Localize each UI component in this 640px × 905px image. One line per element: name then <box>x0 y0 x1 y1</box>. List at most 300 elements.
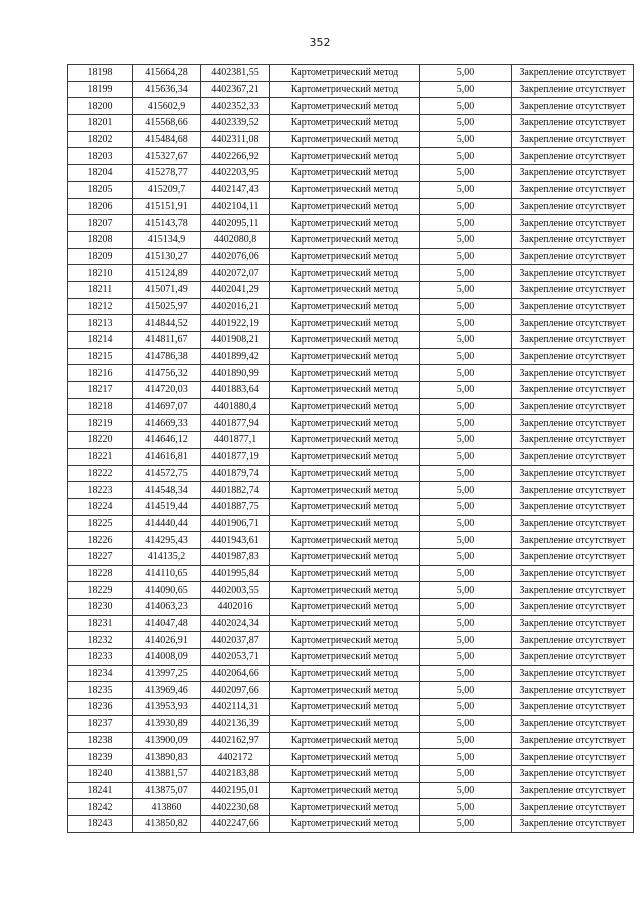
table-row <box>68 782 634 799</box>
method-cell: Картометрический метод <box>270 398 420 415</box>
method-cell: Картометрический метод <box>270 115 420 132</box>
y-coordinate-cell: 4402230,68 <box>201 799 270 816</box>
fixing-cell: Закрепление отсутствует <box>512 649 634 666</box>
fixing-cell: Закрепление отсутствует <box>512 482 634 499</box>
x-coordinate-cell: 415327,67 <box>133 148 201 165</box>
y-coordinate-cell: 4402203,95 <box>201 165 270 182</box>
table-row <box>68 515 634 532</box>
point-number-cell: 18228 <box>68 565 133 582</box>
fixing-cell: Закрепление отсутствует <box>512 615 634 632</box>
fixing-cell: Закрепление отсутствует <box>512 81 634 98</box>
table-row <box>68 799 634 816</box>
x-coordinate-cell: 414090,65 <box>133 582 201 599</box>
point-number-cell: 18224 <box>68 498 133 515</box>
point-number-cell: 18218 <box>68 398 133 415</box>
accuracy-cell: 5,00 <box>420 765 512 782</box>
x-coordinate-cell: 415209,7 <box>133 181 201 198</box>
point-number-cell: 18216 <box>68 365 133 382</box>
accuracy-cell: 5,00 <box>420 365 512 382</box>
point-number-cell: 18239 <box>68 749 133 766</box>
y-coordinate-cell: 4402147,43 <box>201 181 270 198</box>
x-coordinate-cell: 413850,82 <box>133 815 201 832</box>
accuracy-cell: 5,00 <box>420 332 512 349</box>
fixing-cell: Закрепление отсутствует <box>512 432 634 449</box>
fixing-cell: Закрепление отсутствует <box>512 582 634 599</box>
accuracy-cell: 5,00 <box>420 699 512 716</box>
x-coordinate-cell: 414720,03 <box>133 382 201 399</box>
method-cell: Картометрический метод <box>270 782 420 799</box>
point-number-cell: 18199 <box>68 81 133 98</box>
accuracy-cell: 5,00 <box>420 98 512 115</box>
point-number-cell: 18209 <box>68 248 133 265</box>
point-number-cell: 18208 <box>68 231 133 248</box>
y-coordinate-cell: 4402072,07 <box>201 265 270 282</box>
method-cell: Картометрический метод <box>270 448 420 465</box>
method-cell: Картометрический метод <box>270 799 420 816</box>
method-cell: Картометрический метод <box>270 315 420 332</box>
table-row <box>68 548 634 565</box>
point-number-cell: 18230 <box>68 599 133 616</box>
method-cell: Картометрический метод <box>270 815 420 832</box>
x-coordinate-cell: 415568,66 <box>133 115 201 132</box>
table-row <box>68 181 634 198</box>
point-number-cell: 18226 <box>68 532 133 549</box>
method-cell: Картометрический метод <box>270 465 420 482</box>
method-cell: Картометрический метод <box>270 332 420 349</box>
y-coordinate-cell: 4402064,66 <box>201 665 270 682</box>
fixing-cell: Закрепление отсутствует <box>512 415 634 432</box>
table-row <box>68 215 634 232</box>
table-row <box>68 198 634 215</box>
fixing-cell: Закрепление отсутствует <box>512 599 634 616</box>
fixing-cell: Закрепление отсутствует <box>512 815 634 832</box>
x-coordinate-cell: 413969,46 <box>133 682 201 699</box>
x-coordinate-cell: 414756,32 <box>133 365 201 382</box>
fixing-cell: Закрепление отсутствует <box>512 248 634 265</box>
table-row <box>68 248 634 265</box>
x-coordinate-cell: 414646,12 <box>133 432 201 449</box>
point-number-cell: 18238 <box>68 732 133 749</box>
table-row <box>68 281 634 298</box>
x-coordinate-cell: 414548,34 <box>133 482 201 499</box>
table-row <box>68 265 634 282</box>
table-row <box>68 565 634 582</box>
point-number-cell: 18234 <box>68 665 133 682</box>
y-coordinate-cell: 4402162,97 <box>201 732 270 749</box>
accuracy-cell: 5,00 <box>420 115 512 132</box>
method-cell: Картометрический метод <box>270 532 420 549</box>
point-number-cell: 18206 <box>68 198 133 215</box>
accuracy-cell: 5,00 <box>420 615 512 632</box>
accuracy-cell: 5,00 <box>420 448 512 465</box>
y-coordinate-cell: 4402041,29 <box>201 281 270 298</box>
accuracy-cell: 5,00 <box>420 348 512 365</box>
y-coordinate-cell: 4402037,87 <box>201 632 270 649</box>
accuracy-cell: 5,00 <box>420 799 512 816</box>
point-number-cell: 18232 <box>68 632 133 649</box>
accuracy-cell: 5,00 <box>420 582 512 599</box>
y-coordinate-cell: 4402104,11 <box>201 198 270 215</box>
x-coordinate-cell: 414844,52 <box>133 315 201 332</box>
accuracy-cell: 5,00 <box>420 815 512 832</box>
table-row <box>68 815 634 832</box>
table-row <box>68 765 634 782</box>
point-number-cell: 18225 <box>68 515 133 532</box>
accuracy-cell: 5,00 <box>420 398 512 415</box>
point-number-cell: 18212 <box>68 298 133 315</box>
x-coordinate-cell: 413953,93 <box>133 699 201 716</box>
accuracy-cell: 5,00 <box>420 649 512 666</box>
y-coordinate-cell: 4401908,21 <box>201 332 270 349</box>
point-number-cell: 18237 <box>68 715 133 732</box>
table-row <box>68 465 634 482</box>
y-coordinate-cell: 4402114,31 <box>201 699 270 716</box>
table-row <box>68 615 634 632</box>
x-coordinate-cell: 415134,9 <box>133 231 201 248</box>
y-coordinate-cell: 4402172 <box>201 749 270 766</box>
point-number-cell: 18205 <box>68 181 133 198</box>
fixing-cell: Закрепление отсутствует <box>512 515 634 532</box>
method-cell: Картометрический метод <box>270 265 420 282</box>
fixing-cell: Закрепление отсутствует <box>512 231 634 248</box>
table-row <box>68 398 634 415</box>
accuracy-cell: 5,00 <box>420 181 512 198</box>
table-row <box>68 532 634 549</box>
y-coordinate-cell: 4401899,42 <box>201 348 270 365</box>
y-coordinate-cell: 4402003,55 <box>201 582 270 599</box>
table-row <box>68 332 634 349</box>
fixing-cell: Закрепление отсутствует <box>512 465 634 482</box>
y-coordinate-cell: 4401877,94 <box>201 415 270 432</box>
x-coordinate-cell: 414786,38 <box>133 348 201 365</box>
table-row <box>68 498 634 515</box>
accuracy-cell: 5,00 <box>420 498 512 515</box>
y-coordinate-cell: 4401906,71 <box>201 515 270 532</box>
method-cell: Картометрический метод <box>270 148 420 165</box>
x-coordinate-cell: 414295,43 <box>133 532 201 549</box>
point-number-cell: 18233 <box>68 649 133 666</box>
y-coordinate-cell: 4402097,66 <box>201 682 270 699</box>
method-cell: Картометрический метод <box>270 165 420 182</box>
x-coordinate-cell: 414811,67 <box>133 332 201 349</box>
method-cell: Картометрический метод <box>270 98 420 115</box>
point-number-cell: 18227 <box>68 548 133 565</box>
method-cell: Картометрический метод <box>270 215 420 232</box>
y-coordinate-cell: 4401943,61 <box>201 532 270 549</box>
method-cell: Картометрический метод <box>270 599 420 616</box>
method-cell: Картометрический метод <box>270 682 420 699</box>
accuracy-cell: 5,00 <box>420 732 512 749</box>
x-coordinate-cell: 414440,44 <box>133 515 201 532</box>
method-cell: Картометрический метод <box>270 548 420 565</box>
accuracy-cell: 5,00 <box>420 165 512 182</box>
accuracy-cell: 5,00 <box>420 415 512 432</box>
y-coordinate-cell: 4401922,19 <box>201 315 270 332</box>
x-coordinate-cell: 414063,23 <box>133 599 201 616</box>
method-cell: Картометрический метод <box>270 482 420 499</box>
point-number-cell: 18200 <box>68 98 133 115</box>
point-number-cell: 18242 <box>68 799 133 816</box>
point-number-cell: 18229 <box>68 582 133 599</box>
y-coordinate-cell: 4402195,01 <box>201 782 270 799</box>
fixing-cell: Закрепление отсутствует <box>512 98 634 115</box>
table-row <box>68 715 634 732</box>
fixing-cell: Закрепление отсутствует <box>512 148 634 165</box>
method-cell: Картометрический метод <box>270 765 420 782</box>
fixing-cell: Закрепление отсутствует <box>512 398 634 415</box>
accuracy-cell: 5,00 <box>420 248 512 265</box>
x-coordinate-cell: 415151,91 <box>133 198 201 215</box>
y-coordinate-cell: 4401883,64 <box>201 382 270 399</box>
x-coordinate-cell: 414026,91 <box>133 632 201 649</box>
accuracy-cell: 5,00 <box>420 515 512 532</box>
method-cell: Картометрический метод <box>270 231 420 248</box>
x-coordinate-cell: 415124,89 <box>133 265 201 282</box>
point-number-cell: 18204 <box>68 165 133 182</box>
method-cell: Картометрический метод <box>270 365 420 382</box>
accuracy-cell: 5,00 <box>420 265 512 282</box>
y-coordinate-cell: 4402136,39 <box>201 715 270 732</box>
y-coordinate-cell: 4401882,74 <box>201 482 270 499</box>
method-cell: Картометрический метод <box>270 615 420 632</box>
point-number-cell: 18207 <box>68 215 133 232</box>
fixing-cell: Закрепление отсутствует <box>512 665 634 682</box>
point-number-cell: 18213 <box>68 315 133 332</box>
x-coordinate-cell: 415484,68 <box>133 131 201 148</box>
y-coordinate-cell: 4401987,83 <box>201 548 270 565</box>
accuracy-cell: 5,00 <box>420 715 512 732</box>
table-row <box>68 682 634 699</box>
x-coordinate-cell: 413881,57 <box>133 765 201 782</box>
y-coordinate-cell: 4401877,19 <box>201 448 270 465</box>
fixing-cell: Закрепление отсутствует <box>512 749 634 766</box>
accuracy-cell: 5,00 <box>420 81 512 98</box>
y-coordinate-cell: 4402311,08 <box>201 131 270 148</box>
x-coordinate-cell: 413890,83 <box>133 749 201 766</box>
table-row <box>68 632 634 649</box>
table-row <box>68 115 634 132</box>
fixing-cell: Закрепление отсутствует <box>512 281 634 298</box>
fixing-cell: Закрепление отсутствует <box>512 298 634 315</box>
accuracy-cell: 5,00 <box>420 532 512 549</box>
point-number-cell: 18210 <box>68 265 133 282</box>
fixing-cell: Закрепление отсутствует <box>512 799 634 816</box>
point-number-cell: 18211 <box>68 281 133 298</box>
fixing-cell: Закрепление отсутствует <box>512 498 634 515</box>
accuracy-cell: 5,00 <box>420 682 512 699</box>
y-coordinate-cell: 4402076,06 <box>201 248 270 265</box>
point-number-cell: 18202 <box>68 131 133 148</box>
x-coordinate-cell: 413997,25 <box>133 665 201 682</box>
accuracy-cell: 5,00 <box>420 599 512 616</box>
point-number-cell: 18243 <box>68 815 133 832</box>
y-coordinate-cell: 4401995,84 <box>201 565 270 582</box>
x-coordinate-cell: 414047,48 <box>133 615 201 632</box>
accuracy-cell: 5,00 <box>420 382 512 399</box>
point-number-cell: 18219 <box>68 415 133 432</box>
x-coordinate-cell: 415602,9 <box>133 98 201 115</box>
x-coordinate-cell: 414519,44 <box>133 498 201 515</box>
fixing-cell: Закрепление отсутствует <box>512 682 634 699</box>
x-coordinate-cell: 413860 <box>133 799 201 816</box>
table-row <box>68 365 634 382</box>
accuracy-cell: 5,00 <box>420 632 512 649</box>
point-number-cell: 18217 <box>68 382 133 399</box>
y-coordinate-cell: 4402016 <box>201 599 270 616</box>
accuracy-cell: 5,00 <box>420 148 512 165</box>
method-cell: Картометрический метод <box>270 665 420 682</box>
y-coordinate-cell: 4402367,21 <box>201 81 270 98</box>
accuracy-cell: 5,00 <box>420 281 512 298</box>
table-row <box>68 732 634 749</box>
accuracy-cell: 5,00 <box>420 298 512 315</box>
table-row <box>68 482 634 499</box>
x-coordinate-cell: 414135,2 <box>133 548 201 565</box>
fixing-cell: Закрепление отсутствует <box>512 265 634 282</box>
table-row <box>68 582 634 599</box>
accuracy-cell: 5,00 <box>420 231 512 248</box>
accuracy-cell: 5,00 <box>420 749 512 766</box>
x-coordinate-cell: 414572,75 <box>133 465 201 482</box>
table-row <box>68 231 634 248</box>
x-coordinate-cell: 415130,27 <box>133 248 201 265</box>
method-cell: Картометрический метод <box>270 498 420 515</box>
table-row <box>68 298 634 315</box>
x-coordinate-cell: 413930,89 <box>133 715 201 732</box>
table-row <box>68 415 634 432</box>
point-number-cell: 18201 <box>68 115 133 132</box>
method-cell: Картометрический метод <box>270 515 420 532</box>
fixing-cell: Закрепление отсутствует <box>512 365 634 382</box>
fixing-cell: Закрепление отсутствует <box>512 732 634 749</box>
fixing-cell: Закрепление отсутствует <box>512 565 634 582</box>
method-cell: Картометрический метод <box>270 181 420 198</box>
y-coordinate-cell: 4402266,92 <box>201 148 270 165</box>
table-row <box>68 65 634 82</box>
accuracy-cell: 5,00 <box>420 565 512 582</box>
x-coordinate-cell: 415278,77 <box>133 165 201 182</box>
fixing-cell: Закрепление отсутствует <box>512 215 634 232</box>
y-coordinate-cell: 4401877,1 <box>201 432 270 449</box>
method-cell: Картометрический метод <box>270 649 420 666</box>
method-cell: Картометрический метод <box>270 415 420 432</box>
method-cell: Картометрический метод <box>270 81 420 98</box>
table-row <box>68 599 634 616</box>
point-number-cell: 18198 <box>68 65 133 82</box>
method-cell: Картометрический метод <box>270 582 420 599</box>
point-number-cell: 18222 <box>68 465 133 482</box>
table-row <box>68 148 634 165</box>
method-cell: Картометрический метод <box>270 65 420 82</box>
table-row <box>68 448 634 465</box>
y-coordinate-cell: 4401890,99 <box>201 365 270 382</box>
x-coordinate-cell: 414110,65 <box>133 565 201 582</box>
method-cell: Картометрический метод <box>270 248 420 265</box>
fixing-cell: Закрепление отсутствует <box>512 181 634 198</box>
table-row <box>68 98 634 115</box>
x-coordinate-cell: 415143,78 <box>133 215 201 232</box>
table-row <box>68 131 634 148</box>
accuracy-cell: 5,00 <box>420 782 512 799</box>
fixing-cell: Закрепление отсутствует <box>512 715 634 732</box>
y-coordinate-cell: 4402053,71 <box>201 649 270 666</box>
method-cell: Картометрический метод <box>270 131 420 148</box>
x-coordinate-cell: 414008,09 <box>133 649 201 666</box>
method-cell: Картометрический метод <box>270 565 420 582</box>
y-coordinate-cell: 4402247,66 <box>201 815 270 832</box>
x-coordinate-cell: 414669,33 <box>133 415 201 432</box>
y-coordinate-cell: 4402024,34 <box>201 615 270 632</box>
fixing-cell: Закрепление отсутствует <box>512 632 634 649</box>
point-number-cell: 18231 <box>68 615 133 632</box>
fixing-cell: Закрепление отсутствует <box>512 448 634 465</box>
fixing-cell: Закрепление отсутствует <box>512 115 634 132</box>
coordinates-table <box>67 64 634 833</box>
fixing-cell: Закрепление отсутствует <box>512 131 634 148</box>
table-row <box>68 382 634 399</box>
method-cell: Картометрический метод <box>270 715 420 732</box>
y-coordinate-cell: 4401879,74 <box>201 465 270 482</box>
x-coordinate-cell: 413875,07 <box>133 782 201 799</box>
accuracy-cell: 5,00 <box>420 432 512 449</box>
point-number-cell: 18241 <box>68 782 133 799</box>
page-number: 352 <box>309 36 331 49</box>
table-row <box>68 749 634 766</box>
y-coordinate-cell: 4402183,88 <box>201 765 270 782</box>
fixing-cell: Закрепление отсутствует <box>512 782 634 799</box>
fixing-cell: Закрепление отсутствует <box>512 315 634 332</box>
point-number-cell: 18220 <box>68 432 133 449</box>
table-row <box>68 165 634 182</box>
method-cell: Картометрический метод <box>270 298 420 315</box>
x-coordinate-cell: 413900,09 <box>133 732 201 749</box>
table-row <box>68 81 634 98</box>
method-cell: Картометрический метод <box>270 632 420 649</box>
y-coordinate-cell: 4402339,52 <box>201 115 270 132</box>
table-row <box>68 315 634 332</box>
point-number-cell: 18203 <box>68 148 133 165</box>
accuracy-cell: 5,00 <box>420 548 512 565</box>
point-number-cell: 18223 <box>68 482 133 499</box>
accuracy-cell: 5,00 <box>420 131 512 148</box>
y-coordinate-cell: 4402095,11 <box>201 215 270 232</box>
table-row <box>68 432 634 449</box>
fixing-cell: Закрепление отсутствует <box>512 348 634 365</box>
accuracy-cell: 5,00 <box>420 198 512 215</box>
x-coordinate-cell: 415071,49 <box>133 281 201 298</box>
point-number-cell: 18214 <box>68 332 133 349</box>
point-number-cell: 18240 <box>68 765 133 782</box>
fixing-cell: Закрепление отсутствует <box>512 382 634 399</box>
accuracy-cell: 5,00 <box>420 482 512 499</box>
accuracy-cell: 5,00 <box>420 65 512 82</box>
x-coordinate-cell: 415025,97 <box>133 298 201 315</box>
x-coordinate-cell: 414697,07 <box>133 398 201 415</box>
table-row <box>68 649 634 666</box>
method-cell: Картометрический метод <box>270 198 420 215</box>
x-coordinate-cell: 415636,34 <box>133 81 201 98</box>
y-coordinate-cell: 4402381,55 <box>201 65 270 82</box>
table-row <box>68 348 634 365</box>
fixing-cell: Закрепление отсутствует <box>512 165 634 182</box>
method-cell: Картометрический метод <box>270 432 420 449</box>
x-coordinate-cell: 414616,81 <box>133 448 201 465</box>
method-cell: Картометрический метод <box>270 699 420 716</box>
y-coordinate-cell: 4402080,8 <box>201 231 270 248</box>
fixing-cell: Закрепление отсутствует <box>512 65 634 82</box>
y-coordinate-cell: 4401880,4 <box>201 398 270 415</box>
y-coordinate-cell: 4402016,21 <box>201 298 270 315</box>
